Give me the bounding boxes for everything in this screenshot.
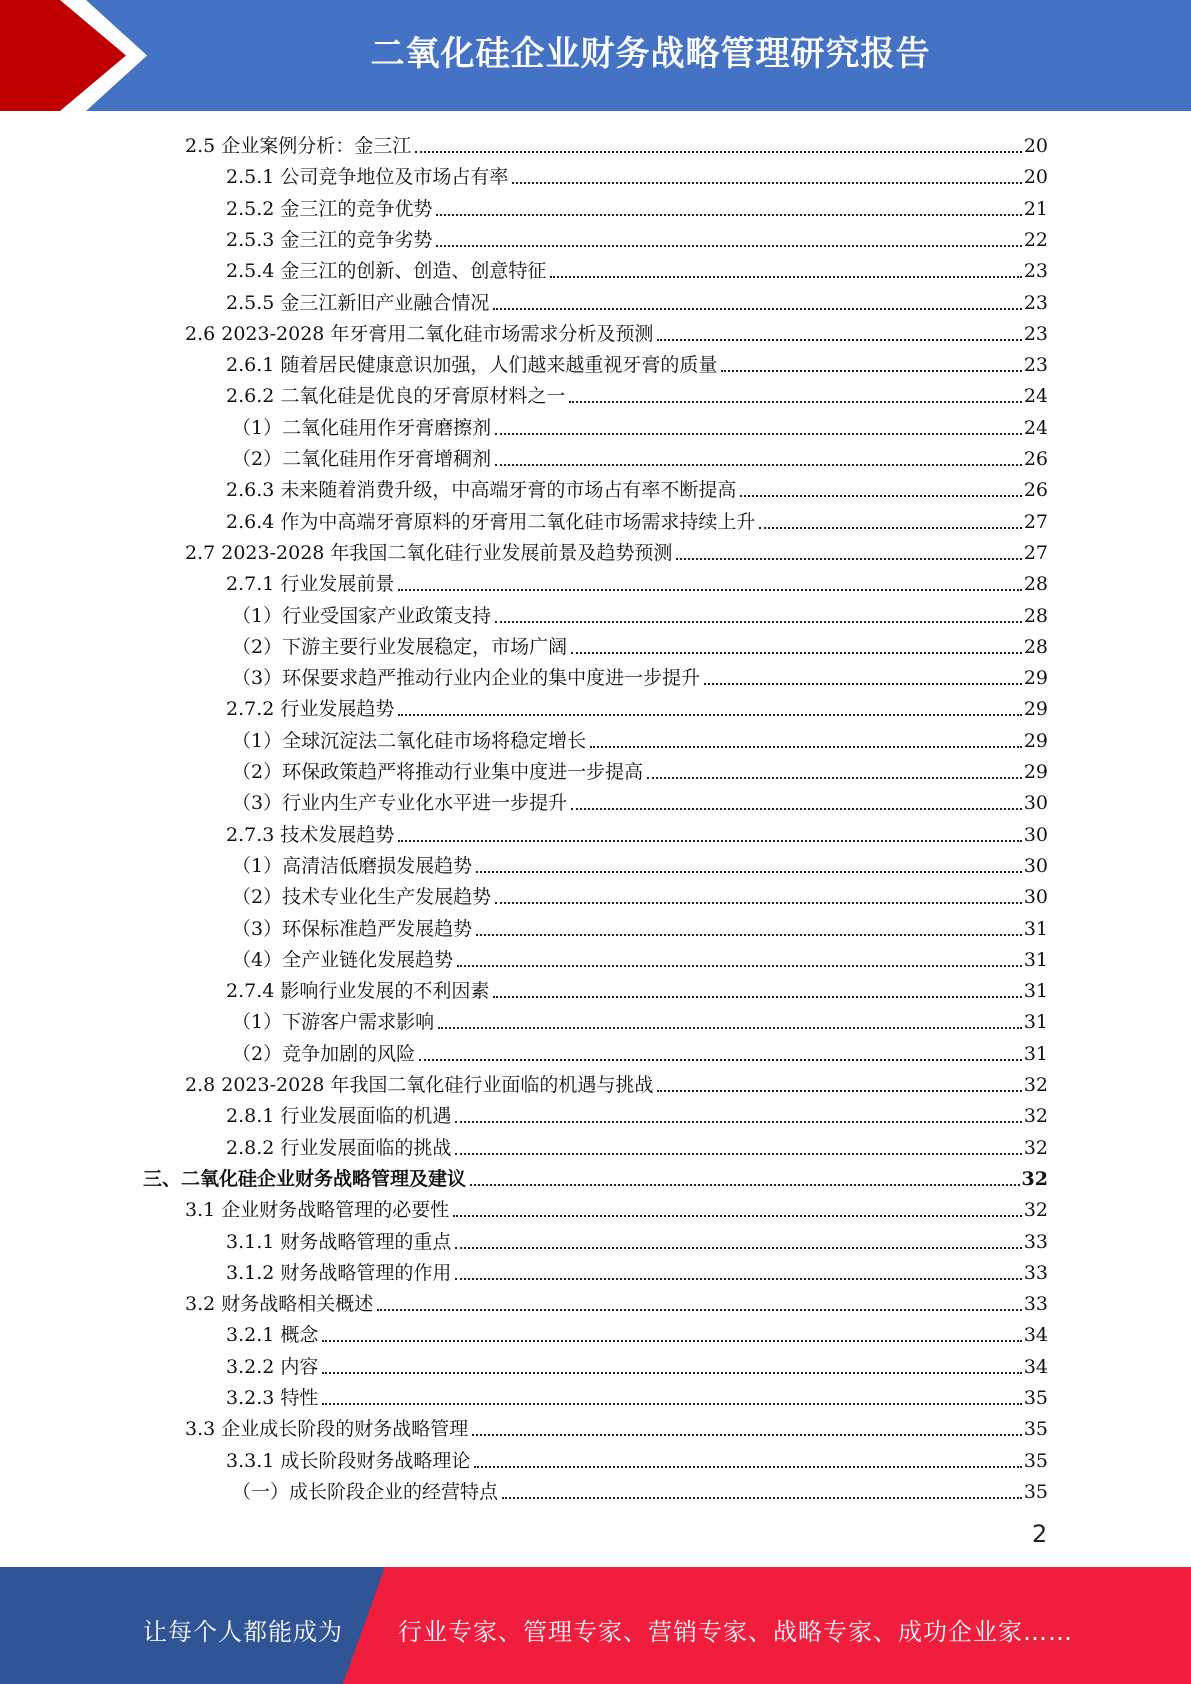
toc-entry-title: （3）行业内生产专业化水平进一步提升 <box>232 792 568 815</box>
toc-dot-leader <box>455 1247 1021 1249</box>
toc-entry-page: 20 <box>1023 135 1048 157</box>
toc-dot-leader <box>419 1059 1022 1061</box>
toc-entry-page: 24 <box>1023 385 1048 408</box>
toc-entry[interactable] <box>226 221 1048 252</box>
toc-entry-title: 2.6.2 二氧化硅是优良的牙膏原材料之一 <box>226 385 566 408</box>
toc-entry[interactable] <box>185 315 1048 346</box>
toc-dot-leader <box>550 276 1021 278</box>
toc-entry[interactable] <box>232 409 1048 440</box>
toc-dot-leader <box>472 1434 1022 1436</box>
toc-entry[interactable] <box>185 1410 1048 1441</box>
toc-entry[interactable] <box>232 1035 1048 1066</box>
toc-entry-page: 35 <box>1023 1418 1048 1441</box>
toc-entry-page: 33 <box>1023 1293 1048 1316</box>
toc-entry-page: 35 <box>1023 1449 1048 1472</box>
toc-dot-leader <box>493 308 1021 310</box>
toc-entry-title: 2.5.5 金三江新旧产业融合情况 <box>226 291 490 314</box>
toc-entry[interactable] <box>226 1442 1048 1473</box>
toc-entry-page: 31 <box>1023 1042 1048 1065</box>
toc-entry-page: 33 <box>1023 1261 1048 1284</box>
toc-dot-leader <box>569 401 1021 403</box>
toc-dot-leader <box>571 808 1022 810</box>
toc-entry-title: 2.7.3 技术发展趋势 <box>226 823 395 846</box>
toc-entry[interactable] <box>226 158 1048 189</box>
toc-dot-leader <box>436 245 1021 247</box>
toc-entry-page: 21 <box>1023 197 1048 220</box>
toc-dot-leader <box>759 527 1021 529</box>
toc-entry-title: （2）竞争加剧的风险 <box>232 1042 416 1065</box>
toc-entry[interactable] <box>143 1160 1048 1191</box>
toc-entry-title: （3）环保标准趋严发展趋势 <box>232 917 473 940</box>
toc-entry[interactable] <box>232 659 1048 690</box>
toc-entry-title: （一）成长阶段企业的经营特点 <box>232 1480 499 1503</box>
toc-entry-page: 32 <box>1023 1136 1048 1159</box>
toc-entry-page: 22 <box>1023 228 1048 251</box>
toc-entry-title: 2.8 2023-2028 年我国二氧化硅行业面临的机遇与挑战 <box>185 1074 654 1096</box>
toc-entry[interactable] <box>185 1285 1048 1316</box>
toc-entry-page: 30 <box>1023 823 1048 846</box>
toc-entry-page: 35 <box>1023 1387 1048 1409</box>
toc-entry[interactable] <box>232 1003 1048 1034</box>
footer-slogan-right: 行业专家、管理专家、营销专家、战略专家、成功企业家…… <box>398 1618 1073 1646</box>
toc-entry-page: 28 <box>1023 635 1048 658</box>
toc-entry[interactable] <box>226 972 1048 1003</box>
toc-entry-title: （3）环保要求趋严推动行业内企业的集中度进一步提升 <box>232 667 701 690</box>
toc-entry[interactable] <box>232 722 1048 753</box>
toc-dot-leader <box>740 495 1021 497</box>
toc-entry[interactable] <box>185 534 1048 565</box>
toc-entry-page: 31 <box>1023 980 1048 1003</box>
toc-entry-page: 30 <box>1023 792 1048 815</box>
toc-dot-leader <box>493 996 1021 998</box>
toc-entry-page: 29 <box>1023 667 1048 690</box>
toc-entry-page: 32 <box>1023 1199 1048 1222</box>
toc-entry-page: 27 <box>1023 510 1048 533</box>
toc-entry-page: 29 <box>1023 698 1048 721</box>
toc-entry[interactable] <box>226 190 1048 221</box>
toc-entry-title: 2.8.1 行业发展面临的机遇 <box>226 1105 452 1128</box>
toc-dot-leader <box>377 1309 1022 1311</box>
toc-entry-page: 29 <box>1023 761 1048 783</box>
toc-entry-title: （2）技术专业化生产发展趋势 <box>232 886 492 909</box>
toc-entry[interactable] <box>226 471 1048 502</box>
toc-dot-leader <box>455 1121 1021 1123</box>
toc-entry-title: （2）二氧化硅用作牙膏增稠剂 <box>232 448 492 470</box>
toc-dot-leader <box>512 182 1021 184</box>
toc-entry[interactable] <box>232 941 1048 972</box>
toc-entry-page: 27 <box>1023 541 1048 564</box>
toc-entry-page: 23 <box>1023 322 1048 345</box>
toc-entry[interactable] <box>232 878 1048 909</box>
toc-dot-leader <box>415 151 1022 153</box>
toc-entry[interactable] <box>226 1254 1048 1285</box>
toc-entry-title: 2.5.3 金三江的竞争劣势 <box>226 228 433 251</box>
toc-dot-leader <box>571 652 1022 654</box>
toc-entry-title: 3.2.1 概念 <box>226 1324 319 1347</box>
toc-entry[interactable] <box>226 816 1048 847</box>
toc-entry-page: 32 <box>1023 1074 1048 1096</box>
toc-entry[interactable] <box>185 1191 1048 1222</box>
toc-dot-leader <box>322 1372 1021 1374</box>
toc-entry-title: （1）全球沉淀法二氧化硅市场将稳定增长 <box>232 729 587 752</box>
toc-dot-leader <box>495 621 1022 623</box>
toc-entry-title: 3.3.1 成长阶段财务战略理论 <box>226 1449 471 1472</box>
toc-entry-title: 2.6.1 随着居民健康意识加强，人们越来越重视牙膏的质量 <box>226 354 718 377</box>
toc-dot-leader <box>474 1466 1021 1468</box>
toc-dot-leader <box>476 934 1022 936</box>
toc-dot-leader <box>704 683 1022 685</box>
toc-entry-page: 23 <box>1023 291 1048 314</box>
toc-entry-title: 3.1.1 财务战略管理的重点 <box>226 1230 452 1253</box>
toc-entry-page: 23 <box>1023 354 1048 377</box>
toc-entry[interactable] <box>226 284 1048 315</box>
toc-entry[interactable] <box>226 503 1048 534</box>
toc-entry-page: 34 <box>1023 1355 1048 1378</box>
toc-entry-page: 29 <box>1023 729 1048 752</box>
toc-dot-leader <box>476 871 1022 873</box>
toc-entry[interactable] <box>232 784 1048 815</box>
report-title: 二氧化硅企业财务战略管理研究报告 <box>370 34 931 74</box>
toc-dot-leader <box>470 1184 1020 1186</box>
toc-entry[interactable] <box>185 1066 1048 1097</box>
toc-entry[interactable] <box>226 565 1048 596</box>
toc-entry-page: 31 <box>1023 948 1048 971</box>
toc-dot-leader <box>438 1027 1022 1029</box>
toc-dot-leader <box>721 370 1021 372</box>
toc-entry[interactable] <box>232 628 1048 659</box>
toc-entry[interactable] <box>226 690 1048 721</box>
toc-entry-page: 24 <box>1023 416 1048 439</box>
toc-entry-page: 26 <box>1023 448 1048 470</box>
toc-dot-leader <box>657 339 1021 341</box>
toc-entry-title: 2.6.4 作为中高端牙膏原料的牙膏用二氧化硅市场需求持续上升 <box>226 510 756 533</box>
toc-entry[interactable] <box>232 753 1048 784</box>
toc-dot-leader <box>453 1215 1022 1217</box>
toc-dot-leader <box>502 1497 1022 1499</box>
toc-entry-title: 3.1 企业财务战略管理的必要性 <box>185 1199 450 1222</box>
toc-entry-page: 31 <box>1023 917 1048 940</box>
toc-entry-title: （1）二氧化硅用作牙膏磨擦剂 <box>232 416 492 439</box>
toc-entry[interactable] <box>226 377 1048 408</box>
toc-entry-page: 28 <box>1023 573 1048 596</box>
toc-entry-title: 3.2.3 特性 <box>226 1387 319 1409</box>
footer-slogan-left: 让每个人都能成为 <box>143 1618 343 1646</box>
toc-dot-leader <box>647 777 1022 779</box>
toc-entry-title: （1）下游客户需求影响 <box>232 1011 435 1034</box>
toc-entry-title: 2.7.2 行业发展趋势 <box>226 698 395 721</box>
toc-dot-leader <box>495 464 1022 466</box>
toc-entry-title: 2.7.4 影响行业发展的不利因素 <box>226 980 490 1003</box>
toc-entry[interactable] <box>226 1316 1048 1347</box>
toc-entry-page: 28 <box>1023 604 1048 627</box>
toc-entry-title: 2.6 2023-2028 年牙膏用二氧化硅市场需求分析及预测 <box>185 322 654 345</box>
toc-entry-page: 35 <box>1023 1480 1048 1503</box>
toc-entry-title: 3.1.2 财务战略管理的作用 <box>226 1261 452 1284</box>
toc-entry[interactable] <box>226 1223 1048 1254</box>
toc-entry-page: 32 <box>1023 1105 1048 1128</box>
toc-entry-title: 2.7.1 行业发展前景 <box>226 573 395 596</box>
toc-entry-page: 30 <box>1023 886 1048 909</box>
toc-entry[interactable] <box>232 440 1048 471</box>
toc-entry[interactable] <box>226 252 1048 283</box>
toc-entry[interactable] <box>232 597 1048 628</box>
toc-entry-title: （1）高清洁低磨损发展趋势 <box>232 854 473 877</box>
toc-entry[interactable] <box>226 1348 1048 1379</box>
toc-entry-title: （2）环保政策趋严将推动行业集中度进一步提高 <box>232 761 644 783</box>
toc-entry-page: 34 <box>1023 1324 1048 1347</box>
toc-entry[interactable] <box>232 847 1048 878</box>
toc-entry[interactable] <box>232 910 1048 941</box>
toc-dot-leader <box>455 1278 1021 1280</box>
toc-dot-leader <box>322 1340 1021 1342</box>
toc-dot-leader <box>495 433 1022 435</box>
toc-entry-title: 三、二氧化硅企业财务战略管理及建议 <box>143 1167 467 1190</box>
page-footer <box>0 1567 1191 1684</box>
toc-entry-title: （1）行业受国家产业政策支持 <box>232 604 492 627</box>
toc-entry-page: 33 <box>1023 1230 1048 1253</box>
toc-entry-title: 2.5 企业案例分析：金三江 <box>185 135 412 157</box>
toc-dot-leader <box>590 746 1022 748</box>
toc-entry-title: 2.5.1 公司竞争地位及市场占有率 <box>226 166 509 189</box>
toc-dot-leader <box>398 714 1021 716</box>
toc-entry-title: 3.2.2 内容 <box>226 1355 319 1378</box>
toc-entry-title: 2.8.2 行业发展面临的挑战 <box>226 1136 452 1159</box>
toc-dot-leader <box>495 902 1022 904</box>
toc-entry-title: 3.2 财务战略相关概述 <box>185 1293 374 1316</box>
page-header <box>0 0 1191 111</box>
toc-entry-page: 26 <box>1023 479 1048 502</box>
toc-dot-leader <box>398 840 1021 842</box>
toc-dot-leader <box>398 589 1021 591</box>
toc-entry[interactable] <box>226 1097 1048 1128</box>
toc-entry-title: （4）全产业链化发展趋势 <box>232 948 454 971</box>
toc-entry-title: 2.6.3 未来随着消费升级，中高端牙膏的市场占有率不断提高 <box>226 479 737 502</box>
toc-entry-title: （2）下游主要行业发展稳定，市场广阔 <box>232 635 568 658</box>
toc-entry-page: 20 <box>1023 166 1048 189</box>
toc-entry[interactable] <box>226 1129 1048 1160</box>
toc-dot-leader <box>676 558 1021 560</box>
toc-entry-page: 23 <box>1023 260 1048 283</box>
toc-entry-page: 32 <box>1021 1167 1048 1190</box>
header-arrow-decoration <box>0 0 150 111</box>
toc-entry-page: 31 <box>1023 1011 1048 1034</box>
toc-dot-leader <box>657 1090 1021 1092</box>
toc-entry-title: 2.5.4 金三江的创新、创造、创意特征 <box>226 260 547 283</box>
toc-entry[interactable] <box>232 1473 1048 1504</box>
toc-entry-page: 30 <box>1023 854 1048 877</box>
toc-dot-leader <box>322 1403 1021 1405</box>
toc-dot-leader <box>455 1153 1021 1155</box>
toc-entry[interactable] <box>185 127 1048 158</box>
toc-entry[interactable] <box>226 346 1048 377</box>
toc-dot-leader <box>457 965 1022 967</box>
toc-entry-title: 2.5.2 金三江的竞争优势 <box>226 197 433 220</box>
page-number: 2 <box>1032 1520 1048 1548</box>
toc-entry-title: 2.7 2023-2028 年我国二氧化硅行业发展前景及趋势预测 <box>185 541 673 564</box>
toc-entry[interactable] <box>226 1379 1048 1410</box>
toc-entry-title: 3.3 企业成长阶段的财务战略管理 <box>185 1418 469 1441</box>
toc-dot-leader <box>436 214 1021 216</box>
